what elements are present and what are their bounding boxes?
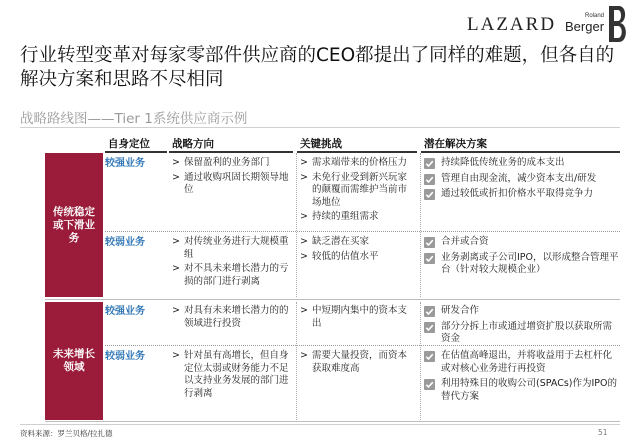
bullet-text: 保留盈利的业务部门	[184, 157, 270, 168]
direction-cell	[172, 305, 292, 332]
bullet-text: 通过较低或折扣价格水平取得竞争力	[441, 188, 594, 199]
challenges-cell	[300, 157, 416, 226]
chevron-right-icon: >	[300, 157, 308, 168]
segment-traditional	[45, 153, 103, 297]
bullet-text: 业务剥离或子公司IPO，以形成整合管理平台（针对较大规模企业）	[441, 251, 619, 275]
check-icon	[424, 174, 435, 185]
bullet-item	[172, 350, 292, 400]
bullet-text: 通过收购巩固长期领导地位	[184, 171, 289, 195]
bullet-text: 部分分拆上市或通过增资扩股以获取所需资金	[441, 320, 613, 344]
check-icon	[424, 189, 435, 200]
check-icon	[424, 306, 435, 317]
chevron-right-icon: >	[172, 305, 180, 316]
lazard-logo: LAZARD	[467, 14, 557, 35]
bullet-text: 针对虽有高增长，但自身定位太弱或财务能力不足以支持业务发展的部门进行剥离	[184, 350, 289, 399]
segment-label: 未来增长领域	[53, 348, 95, 373]
solutions-cell	[424, 157, 620, 204]
column-divider	[296, 302, 298, 420]
section-divider	[45, 421, 620, 422]
solutions-cell	[424, 305, 620, 349]
bullet-text: 管理自由现金流，减少资本支出/研发	[441, 172, 597, 184]
header-solutions: 潜在解决方案	[424, 138, 487, 150]
bullet-text: 研发合作	[441, 305, 480, 316]
bullet-text: 持续的重组需求	[312, 211, 379, 222]
solutions-cell	[424, 350, 620, 406]
bullet-text: 合并或合资	[441, 236, 489, 247]
chevron-right-icon: >	[172, 157, 180, 168]
header-rule	[421, 151, 620, 153]
chevron-right-icon: >	[300, 171, 308, 183]
bullet-item	[424, 378, 620, 403]
bullet-text: 对传统业务进行大规模重组	[184, 236, 289, 260]
bullet-text: 需求端带来的价格压力	[312, 157, 408, 168]
chevron-right-icon: >	[300, 236, 308, 247]
roland-berger-mark-icon	[607, 6, 629, 42]
bullet-item	[172, 172, 292, 197]
chevron-right-icon: >	[300, 350, 308, 361]
roland-berger-logo	[565, 6, 631, 46]
segment-label: 传统稳定或下滑业务	[53, 205, 95, 244]
footer-rule	[20, 424, 620, 425]
header-rule	[105, 151, 167, 153]
check-icon	[424, 351, 435, 362]
header-rule	[169, 151, 293, 153]
challenges-cell	[300, 350, 416, 377]
bullet-text: 持续降低传统业务的成本支出	[441, 157, 565, 168]
column-divider	[296, 153, 298, 297]
chevron-right-icon: >	[172, 350, 180, 361]
check-icon	[424, 253, 435, 264]
roland-logo-text: Roland	[585, 13, 605, 19]
bullet-text: 中短期内集中的资本支出	[312, 305, 408, 329]
bullet-text: 缺乏潜在买家	[312, 236, 370, 247]
header-direction: 战略方向	[172, 138, 214, 150]
bullet-item	[424, 173, 620, 186]
chevron-right-icon: >	[172, 263, 180, 274]
bullet-item	[300, 157, 416, 170]
challenges-cell	[300, 236, 416, 265]
bullet-text: 需要大量投资，而资本获取难度高	[312, 350, 408, 374]
header-rule	[297, 151, 417, 153]
direction-cell	[172, 236, 292, 290]
challenges-cell	[300, 305, 416, 332]
bullet-item	[172, 157, 292, 170]
check-icon	[424, 237, 435, 248]
bullet-text: 未免行业受到新兴玩家的颠覆而需维护当前市场地位	[312, 171, 408, 208]
berger-logo-text: Berger	[565, 19, 605, 34]
segment-growth	[45, 302, 103, 420]
bullet-item	[300, 251, 416, 264]
bullet-item	[300, 350, 416, 375]
row-position: 较强业务	[105, 306, 145, 317]
chevron-right-icon: >	[300, 305, 308, 316]
chevron-right-icon: >	[300, 211, 308, 222]
section-divider	[45, 299, 620, 300]
bullet-item	[424, 350, 620, 375]
bullet-item	[424, 252, 620, 277]
bullet-item	[300, 172, 416, 210]
bullet-text: 较低的估值水平	[312, 250, 379, 262]
bullet-text: 在估值高峰退出，并将收益用于去杠杆化或对核心业务进行再投资	[441, 350, 613, 374]
bullet-text: 对不具未来增长潜力的亏损的部门进行剥离	[184, 263, 289, 287]
source-note: 资料来源：罗兰贝格/拉扎德	[20, 429, 113, 438]
page-title: 行业转型变革对每家零部件供应商的CEO都提出了同样的难题，但各自的解决方案和思路不尽相同	[20, 45, 615, 90]
row-position: 较强业务	[105, 158, 145, 169]
bullet-item	[424, 236, 620, 249]
direction-cell	[172, 157, 292, 199]
page-number: 51	[598, 428, 608, 437]
header-position: 自身定位	[108, 138, 150, 150]
bullet-item	[424, 188, 620, 201]
solutions-cell	[424, 236, 620, 280]
check-icon	[424, 158, 435, 169]
header-challenges: 关键挑战	[300, 138, 342, 150]
direction-cell	[172, 350, 292, 402]
chevron-right-icon: >	[172, 171, 180, 183]
subtitle-rule	[20, 127, 620, 128]
bullet-text: 利用特殊目的收购公司(SPACs)作为IPO的替代方案	[441, 378, 617, 402]
row-position: 较弱业务	[105, 351, 145, 362]
page-subtitle: 战略路线图——Tier 1系统供应商示例	[20, 111, 248, 127]
bullet-item	[424, 157, 620, 170]
bullet-text: 对具有未来增长潜力的的领域进行投资	[184, 305, 289, 329]
column-divider	[420, 302, 422, 420]
bullet-item	[172, 236, 292, 261]
bullet-item	[172, 263, 292, 288]
chevron-right-icon: >	[300, 250, 308, 262]
bullet-item	[424, 305, 620, 318]
bullet-item	[424, 321, 620, 346]
bullet-item	[172, 305, 292, 330]
row-position: 较弱业务	[105, 237, 145, 248]
bullet-item	[300, 305, 416, 330]
chevron-right-icon: >	[172, 236, 180, 247]
check-icon	[424, 379, 435, 390]
column-divider	[420, 153, 422, 297]
check-icon	[424, 322, 435, 333]
row-divider	[105, 231, 620, 232]
bullet-item	[300, 211, 416, 224]
bullet-item	[300, 236, 416, 249]
